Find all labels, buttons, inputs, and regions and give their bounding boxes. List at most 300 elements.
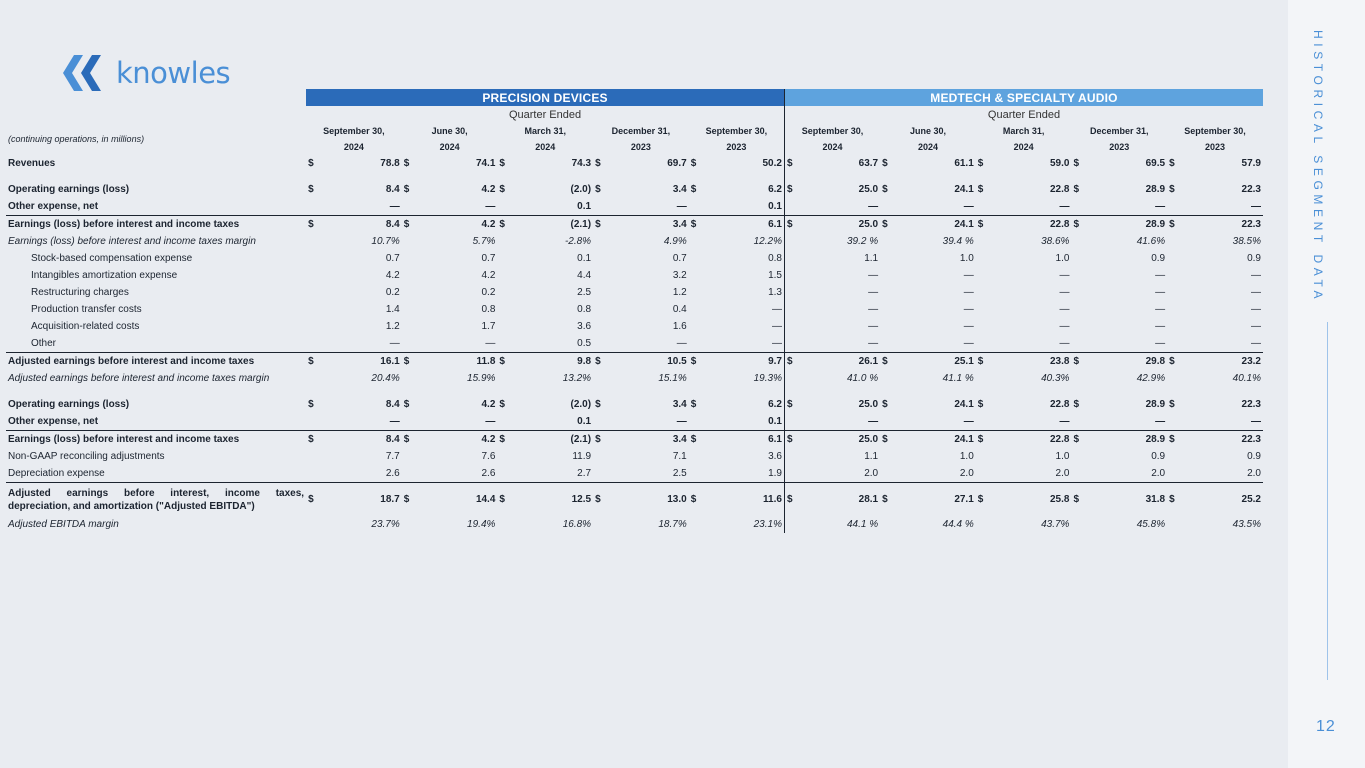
currency-symbol: $ [689, 216, 703, 234]
currency-symbol [593, 267, 607, 284]
currency-symbol [593, 198, 607, 216]
currency-symbol [402, 198, 416, 216]
currency-symbol [1071, 233, 1085, 250]
currency-symbol [593, 387, 607, 396]
value-cell: — [676, 201, 687, 212]
value-cell: — [771, 304, 782, 315]
currency-symbol: $ [690, 158, 697, 169]
value-cell: 2.7 [577, 468, 592, 479]
value-cell: 0.2 [385, 287, 400, 298]
value-cell: 23.8 [990, 353, 1072, 371]
currency-symbol: $ [1167, 431, 1181, 449]
value-cell: 11.8 [416, 353, 498, 371]
currency-symbol [306, 301, 320, 318]
currency-symbol [784, 233, 798, 250]
currency-symbol [689, 284, 703, 301]
currency-symbol [402, 387, 416, 396]
value-cell: 0.1 [768, 416, 782, 427]
currency-symbol: $ [976, 431, 990, 449]
row-label: Stock-based compensation expense [31, 253, 193, 264]
currency-symbol [880, 465, 894, 483]
value-cell: 45.8% [1136, 519, 1166, 530]
currency-symbol: $ [1167, 483, 1181, 517]
row-label: Earnings (loss) before interest and income taxes [6, 431, 306, 449]
section-title: HISTORICAL SEGMENT DATA [1311, 30, 1325, 304]
value-cell: 3.6 [577, 321, 592, 332]
currency-symbol: $ [308, 184, 314, 195]
currency-symbol: $ [593, 216, 607, 234]
value-cell: — [868, 304, 879, 315]
currency-symbol [880, 250, 894, 267]
table-body [6, 155, 1263, 533]
segment-data-table [6, 89, 1263, 533]
currency-symbol: $ [1071, 216, 1085, 234]
currency-symbol: $ [306, 431, 320, 449]
currency-symbol: $ [784, 396, 798, 413]
value-cell: — [1251, 416, 1261, 427]
value-cell: 6.1 [703, 431, 785, 449]
currency-symbol [689, 198, 703, 216]
knowles-logo [62, 54, 230, 92]
currency-symbol [784, 370, 798, 387]
currency-symbol [306, 284, 320, 301]
value-cell: 0.8 [768, 253, 782, 264]
currency-symbol [306, 387, 320, 396]
value-cell: — [1059, 201, 1070, 212]
currency-symbol [306, 413, 320, 431]
value-cell: 0.9 [1151, 451, 1166, 462]
value-cell: — [1155, 321, 1166, 332]
value-cell: 4.2 [481, 184, 496, 195]
row-label: Depreciation expense [8, 468, 105, 479]
value-cell: 1.0 [1055, 451, 1070, 462]
date-year: 2023 [630, 142, 651, 152]
row-label: Adjusted earnings before interest and income taxes [6, 353, 306, 371]
currency-symbol [880, 370, 894, 387]
period-header: Quarter Ended [784, 106, 1263, 123]
currency-symbol: $ [882, 184, 888, 195]
currency-symbol: $ [593, 483, 607, 517]
currency-symbol: $ [880, 216, 894, 234]
value-cell: 15.1% [658, 373, 687, 384]
currency-symbol: $ [784, 216, 798, 234]
value-cell: 25.0 [858, 184, 879, 195]
value-cell: 74.3 [571, 158, 592, 169]
value-cell: 1.6 [672, 321, 687, 332]
currency-symbol: $ [1071, 431, 1085, 449]
currency-symbol [593, 233, 607, 250]
date-header-row [6, 123, 1263, 155]
value-cell: — [1155, 338, 1166, 349]
currency-symbol [497, 516, 511, 533]
value-cell [703, 172, 785, 181]
currency-symbol [880, 198, 894, 216]
currency-symbol: $ [497, 353, 511, 371]
row-label: Other [31, 338, 57, 349]
value-cell: 0.9 [1247, 253, 1261, 264]
value-cell: 10.5 [607, 353, 689, 371]
segment-header-medtech: MEDTECH & SPECIALTY AUDIO [784, 89, 1263, 106]
value-cell: 4.2 [416, 431, 498, 449]
currency-symbol [1167, 516, 1181, 533]
currency-symbol [593, 413, 607, 431]
value-cell: 0.7 [385, 253, 400, 264]
currency-symbol [689, 250, 703, 267]
value-cell: 28.9 [1145, 184, 1166, 195]
row-label: Operating earnings (loss) [8, 399, 130, 410]
date-header [402, 123, 498, 155]
value-cell: — [676, 416, 687, 427]
spacer-row [6, 172, 1263, 181]
value-cell: 1.4 [385, 304, 400, 315]
value-cell: 61.1 [954, 158, 974, 169]
value-cell [416, 387, 498, 396]
currency-symbol [1167, 198, 1181, 216]
currency-symbol [784, 335, 798, 353]
currency-symbol [306, 335, 320, 353]
value-cell [512, 172, 594, 181]
value-cell: 0.1 [577, 253, 592, 264]
table-row [6, 465, 1263, 483]
value-cell [894, 172, 976, 181]
value-cell: 3.4 [607, 216, 689, 234]
currency-symbol [976, 465, 990, 483]
row-label: Other expense, net [8, 201, 99, 212]
value-cell: 8.4 [320, 431, 402, 449]
value-cell: — [771, 338, 782, 349]
value-cell: — [1251, 287, 1261, 298]
date-header [784, 123, 880, 155]
value-cell: 22.8 [1049, 184, 1070, 195]
value-cell: 7.6 [481, 451, 496, 462]
row-label: Acquisition-related costs [31, 321, 140, 332]
value-cell: 39.2 % [846, 236, 879, 247]
currency-symbol [784, 198, 798, 216]
row-label: Earnings (loss) before interest and income taxes margin [8, 236, 256, 247]
table-row [6, 233, 1263, 250]
currency-symbol: $ [497, 483, 511, 517]
currency-symbol [402, 233, 416, 250]
value-cell: 28.9 [1145, 399, 1166, 410]
table-row [6, 483, 1263, 517]
currency-symbol [497, 172, 511, 181]
value-cell: 40.1% [1232, 373, 1261, 384]
value-cell: 16.8% [562, 519, 592, 530]
value-cell: 4.2 [416, 216, 498, 234]
currency-symbol [402, 335, 416, 353]
value-cell: (2.1) [512, 216, 594, 234]
value-cell: 74.1 [475, 158, 496, 169]
value-cell: 11.6 [703, 483, 785, 517]
value-cell: 25.0 [799, 431, 881, 449]
value-cell: — [868, 416, 879, 427]
currency-symbol: $ [403, 158, 410, 169]
row-label: Restructuring charges [31, 287, 129, 298]
value-cell: 22.3 [1241, 184, 1261, 195]
currency-symbol [1071, 250, 1085, 267]
date-month: December 31, [611, 126, 671, 136]
value-cell [1181, 172, 1263, 181]
currency-symbol [593, 284, 607, 301]
value-cell: — [1059, 304, 1070, 315]
currency-symbol [402, 413, 416, 431]
value-cell: 22.3 [1241, 399, 1261, 410]
value-cell [990, 387, 1072, 396]
value-cell: 2.0 [1247, 468, 1261, 479]
value-cell: 4.2 [481, 270, 496, 281]
table-row [6, 155, 1263, 172]
value-cell: 44.4 % [942, 519, 974, 530]
value-cell: 3.4 [607, 431, 689, 449]
value-cell [607, 387, 689, 396]
segment-header-row [6, 89, 1263, 106]
value-cell: — [1059, 287, 1070, 298]
currency-symbol [689, 370, 703, 387]
row-label: Operating earnings (loss) [8, 184, 130, 195]
value-cell: 2.6 [481, 468, 496, 479]
currency-symbol: $ [499, 184, 505, 195]
date-year: 2024 [917, 142, 938, 152]
currency-symbol [976, 413, 990, 431]
value-cell: — [485, 416, 496, 427]
currency-symbol: $ [977, 184, 984, 195]
value-cell: 22.8 [990, 431, 1072, 449]
currency-symbol [880, 448, 894, 465]
currency-symbol [689, 233, 703, 250]
value-cell: 63.7 [858, 158, 879, 169]
value-cell: 13.2% [562, 373, 592, 384]
value-cell: 27.1 [894, 483, 976, 517]
currency-symbol [976, 335, 990, 353]
value-cell: 39.4 % [942, 236, 974, 247]
value-cell: 6.1 [703, 216, 785, 234]
value-cell: 3.4 [672, 184, 687, 195]
currency-symbol [689, 448, 703, 465]
value-cell: 1.2 [385, 321, 400, 332]
currency-symbol [880, 387, 894, 396]
currency-symbol [880, 516, 894, 533]
value-cell: 14.4 [416, 483, 498, 517]
currency-symbol [784, 250, 798, 267]
currency-symbol: $ [595, 399, 601, 410]
value-cell: 11.9 [572, 451, 592, 462]
value-cell: 40.3% [1041, 373, 1070, 384]
currency-symbol: $ [595, 184, 601, 195]
value-cell: — [1155, 304, 1166, 315]
value-cell: 69.5 [1145, 158, 1166, 169]
sidebar-divider-line [1327, 322, 1328, 680]
currency-symbol: $ [402, 431, 416, 449]
value-cell: — [963, 270, 974, 281]
value-cell: 0.1 [577, 201, 592, 212]
currency-symbol [306, 318, 320, 335]
row-label: Earnings (loss) before interest and income taxes [6, 216, 306, 234]
currency-symbol [497, 335, 511, 353]
currency-symbol: $ [593, 431, 607, 449]
currency-symbol: $ [880, 431, 894, 449]
value-cell: 44.1 % [846, 519, 879, 530]
value-cell: 0.4 [672, 304, 687, 315]
currency-symbol [1071, 465, 1085, 483]
currency-symbol [593, 301, 607, 318]
table-row [6, 181, 1263, 198]
currency-symbol [1071, 301, 1085, 318]
value-cell: 25.1 [894, 353, 976, 371]
currency-symbol [976, 370, 990, 387]
value-cell: 28.9 [1086, 216, 1168, 234]
currency-symbol [1071, 172, 1085, 181]
currency-symbol: $ [784, 155, 798, 172]
currency-symbol [880, 301, 894, 318]
value-cell: 2.0 [959, 468, 974, 479]
value-cell: — [1059, 270, 1070, 281]
knowles-wordmark: knowles [116, 56, 231, 90]
currency-symbol: $ [690, 399, 697, 410]
value-cell: 18.7 [320, 483, 402, 517]
value-cell [512, 387, 594, 396]
currency-symbol [976, 318, 990, 335]
table-row [6, 318, 1263, 335]
segment-header-precision-devices: PRECISION DEVICES [306, 89, 784, 106]
date-header [1167, 123, 1263, 155]
currency-symbol [402, 516, 416, 533]
currency-symbol [784, 267, 798, 284]
currency-symbol [1167, 301, 1181, 318]
value-cell: — [1059, 321, 1070, 332]
value-cell: — [1155, 201, 1166, 212]
value-cell: — [1251, 304, 1261, 315]
period-header-row [6, 106, 1263, 123]
currency-symbol [306, 250, 320, 267]
value-cell: (2.0) [570, 184, 592, 195]
value-cell: — [1251, 321, 1261, 332]
value-cell: (2.1) [512, 431, 594, 449]
value-cell: 57.9 [1241, 158, 1261, 169]
currency-symbol [784, 516, 798, 533]
value-cell: 22.3 [1181, 216, 1263, 234]
currency-symbol: $ [306, 483, 320, 517]
currency-symbol [784, 172, 798, 181]
currency-symbol [306, 448, 320, 465]
value-cell: 16.1 [320, 353, 402, 371]
currency-symbol [1071, 370, 1085, 387]
value-cell: — [868, 201, 879, 212]
date-header [689, 123, 785, 155]
table-row [6, 431, 1263, 449]
currency-symbol: $ [976, 353, 990, 371]
value-cell: 38.6% [1041, 236, 1070, 247]
value-cell: 0.8 [481, 304, 496, 315]
currency-symbol: $ [784, 353, 798, 371]
value-cell: 1.7 [481, 321, 496, 332]
currency-symbol [1167, 413, 1181, 431]
value-cell: 13.0 [607, 483, 689, 517]
date-month: March 31, [1002, 126, 1045, 136]
currency-symbol [593, 172, 607, 181]
value-cell: — [389, 201, 400, 212]
value-cell: 4.2 [481, 399, 496, 410]
currency-symbol [1167, 387, 1181, 396]
header-blank [6, 106, 306, 123]
value-cell: — [1155, 416, 1166, 427]
currency-symbol: $ [1073, 184, 1079, 195]
date-month: September 30, [801, 126, 864, 136]
value-cell: 2.0 [864, 468, 879, 479]
value-cell: 4.9% [663, 236, 687, 247]
value-cell [607, 172, 689, 181]
date-year: 2024 [535, 142, 556, 152]
row-label [6, 387, 306, 396]
table-row [6, 301, 1263, 318]
value-cell: 1.5 [768, 270, 782, 281]
currency-symbol [306, 233, 320, 250]
currency-symbol [1071, 335, 1085, 353]
row-label: Adjusted earnings before interest and income taxes margin [8, 373, 270, 384]
table-row [6, 250, 1263, 267]
currency-symbol [784, 448, 798, 465]
date-month: December 31, [1089, 126, 1149, 136]
value-cell: — [1251, 270, 1261, 281]
currency-symbol [689, 413, 703, 431]
value-cell: — [963, 287, 974, 298]
value-cell: 10.7% [371, 236, 400, 247]
currency-symbol [784, 318, 798, 335]
value-cell: 24.1 [954, 399, 974, 410]
currency-symbol [593, 318, 607, 335]
currency-symbol: $ [976, 216, 990, 234]
currency-symbol: $ [882, 158, 888, 169]
currency-symbol [593, 448, 607, 465]
table-row [6, 216, 1263, 234]
currency-symbol: $ [689, 431, 703, 449]
currency-symbol [976, 198, 990, 216]
value-cell: 0.9 [1151, 253, 1166, 264]
value-cell: — [963, 338, 974, 349]
currency-symbol: $ [402, 353, 416, 371]
currency-symbol [306, 370, 320, 387]
value-cell: 24.1 [954, 184, 974, 195]
date-month: September 30, [1184, 126, 1246, 136]
currency-symbol [593, 370, 607, 387]
currency-symbol [1167, 335, 1181, 353]
currency-symbol [784, 284, 798, 301]
currency-symbol [689, 516, 703, 533]
currency-symbol [976, 172, 990, 181]
table-row [6, 516, 1263, 533]
value-cell [990, 172, 1072, 181]
currency-symbol [1167, 267, 1181, 284]
currency-symbol [306, 267, 320, 284]
currency-symbol [689, 172, 703, 181]
knowles-logo-mark-icon [62, 54, 112, 92]
currency-symbol [497, 198, 511, 216]
currency-symbol [497, 413, 511, 431]
value-cell: 3.2 [672, 270, 687, 281]
date-year: 2024 [439, 142, 460, 152]
currency-symbol [784, 301, 798, 318]
row-label: Intangibles amortization expense [31, 270, 178, 281]
table-row [6, 284, 1263, 301]
table-row [6, 448, 1263, 465]
currency-symbol [976, 284, 990, 301]
currency-symbol [880, 318, 894, 335]
currency-symbol: $ [880, 353, 894, 371]
value-cell: 43.7% [1041, 519, 1070, 530]
spacer-row [6, 387, 1263, 396]
currency-symbol [976, 448, 990, 465]
currency-symbol [402, 465, 416, 483]
value-cell: 29.8 [1086, 353, 1168, 371]
